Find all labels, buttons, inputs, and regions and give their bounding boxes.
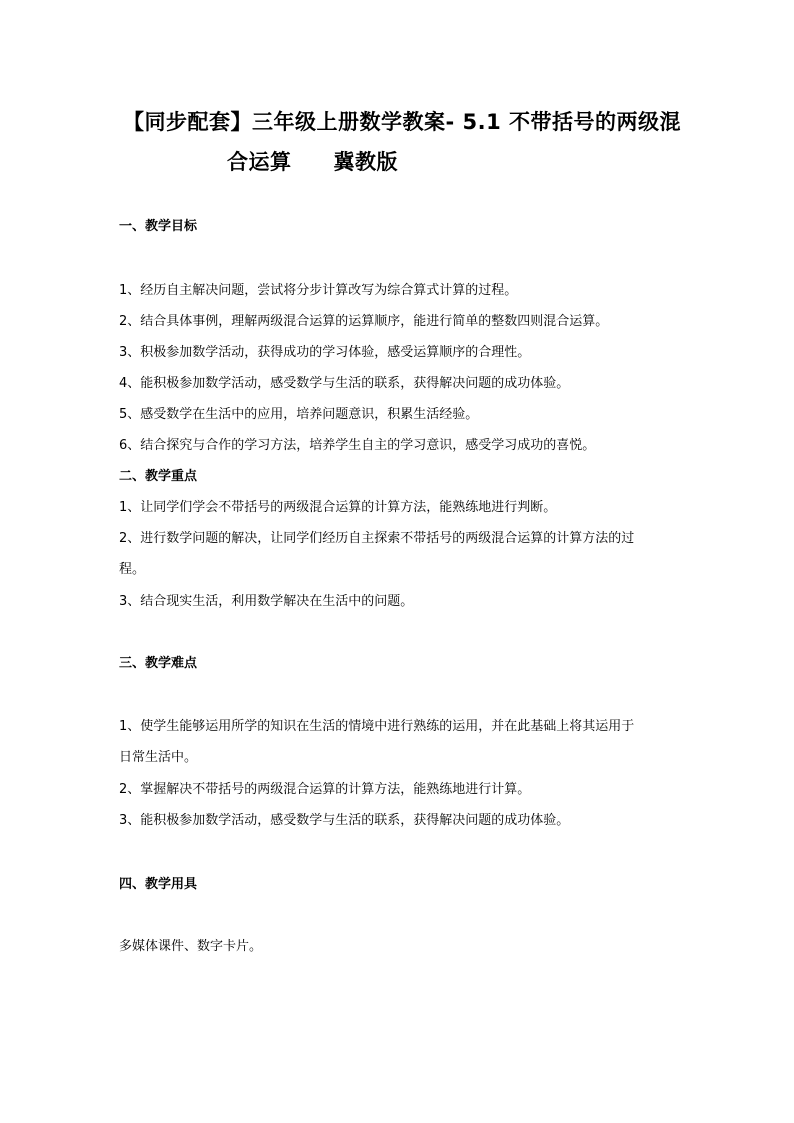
objective-item: 2、结合具体事例，理解两级混合运算的运算顺序，能进行简单的整数四则混合运算。 (119, 314, 609, 329)
objective-item: 4、能积极参加数学活动，感受数学与生活的联系，获得解决问题的成功体验。 (119, 376, 570, 391)
objective-item: 5、感受数学在生活中的应用，培养问题意识，积累生活经验。 (119, 407, 479, 422)
difficulty-item: 1、使学生能够运用所学的知识在生活的情境中进行熟练的运用，并在此基础上将其运用于 (119, 719, 635, 734)
teaching-aids-content: 多媒体课件、数字卡片。 (119, 939, 263, 954)
key-point-item-continued: 程。 (119, 562, 146, 577)
section-heading-teaching-aids: 四、教学用具 (119, 877, 198, 892)
difficulty-item: 3、能积极参加数学活动，感受数学与生活的联系，获得解决问题的成功体验。 (119, 813, 570, 828)
key-point-item: 2、进行数学问题的解决，让同学们经历自主探索不带括号的两级混合运算的计算方法的过 (119, 531, 635, 546)
section-heading-objectives: 一、教学目标 (119, 219, 198, 234)
title-part-a: 合运算 (227, 150, 292, 174)
document-title-line-2 (227, 146, 794, 176)
key-point-item: 1、让同学们学会不带括号的两级混合运算的计算方法，能熟练地进行判断。 (119, 500, 557, 515)
title-part-b: 冀教版 (333, 150, 398, 174)
section-heading-key-points: 二、教学重点 (119, 469, 198, 484)
difficulty-item: 2、掌握解决不带括号的两级混合运算的计算方法，能熟练地进行计算。 (119, 782, 531, 797)
section-heading-difficulties: 三、教学难点 (119, 656, 198, 671)
objective-item: 3、积极参加数学活动，获得成功的学习体验，感受运算顺序的合理性。 (119, 345, 531, 360)
key-point-item: 3、结合现实生活，利用数学解决在生活中的问题。 (119, 594, 414, 609)
objective-item: 6、结合探究与合作的学习方法，培养学生自主的学习意识，感受学习成功的喜悦。 (119, 438, 596, 453)
difficulty-item-continued: 日常生活中。 (119, 750, 198, 765)
document-title-line-1: 【同步配套】三年级上册数学教案- 5.1 不带括号的两级混 (123, 110, 682, 134)
objective-item: 1、经历自主解决问题，尝试将分步计算改写为综合算式计算的过程。 (119, 283, 518, 298)
